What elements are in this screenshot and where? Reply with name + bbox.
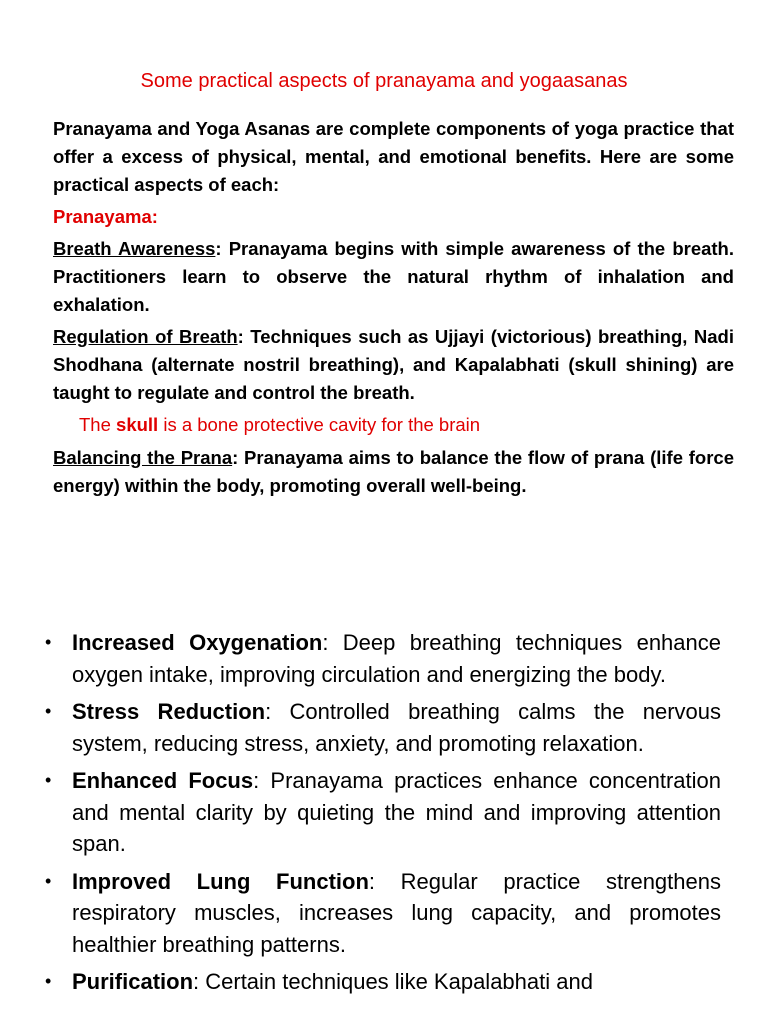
slide-title: Some practical aspects of pranayama and yogaasanas xyxy=(140,70,628,92)
paragraph-breath-awareness xyxy=(53,235,734,319)
paragraph-balancing-prana xyxy=(53,444,734,500)
text-regulation-of-breath: : Techniques such as Ujjayi (victorious) breathing, Nadi Shodhana (alternate nostril breathing), and Kapalabhati (skull shining) are taught to regulate and control the breath. xyxy=(53,326,734,403)
note-before: The xyxy=(79,414,117,435)
bullet-icon: • xyxy=(45,770,52,790)
bullet-icon: • xyxy=(45,632,52,652)
bullet-term: Increased Oxygenation xyxy=(72,630,323,655)
bullet-term: Purification xyxy=(72,969,194,994)
bullet-term: Enhanced Focus xyxy=(72,768,254,793)
bullet-text: : Regular practice strengthens respiratory muscles, increases lung capacity, and promotes healthier breathing patterns. xyxy=(72,868,721,957)
slide-body xyxy=(53,115,734,504)
benefits-list xyxy=(45,627,721,1004)
note-bold: skull xyxy=(116,414,159,435)
term-regulation-of-breath: Regulation of Breath xyxy=(53,326,238,347)
paragraph-regulation-of-breath xyxy=(53,323,734,407)
section-heading: Pranayama: xyxy=(53,206,158,227)
bullet-text: : Certain techniques like Kapalabhati and xyxy=(193,969,593,994)
bullet-text: : Controlled breathing calms the nervous system, reducing stress, anxiety, and promoting relaxation. xyxy=(72,699,721,756)
list-item xyxy=(45,866,721,961)
list-item xyxy=(45,696,721,759)
note-after: is a bone protective cavity for the brain xyxy=(158,414,481,435)
list-item xyxy=(45,765,721,860)
bullet-term: Improved Lung Function xyxy=(72,868,369,894)
intro-paragraph: Pranayama and Yoga Asanas are complete components of yoga practice that offer a excess of physical, mental, and emotional benefits. Here are some practical aspects of each: xyxy=(53,118,734,195)
list-item xyxy=(45,627,721,690)
skull-note xyxy=(53,411,734,439)
bullet-icon: • xyxy=(45,701,52,721)
text-balancing-prana: : Pranayama aims to balance the flow of prana (life force energy) within the body, promoting overall well-being. xyxy=(53,447,734,496)
bullet-icon: • xyxy=(45,870,52,891)
list-item xyxy=(45,966,721,998)
bullet-icon: • xyxy=(45,971,52,991)
term-balancing-prana: Balancing the Prana xyxy=(53,447,233,468)
text-breath-awareness: : Pranayama begins with simple awareness of the breath. Practitioners learn to observe the natural rhythm of inhalation and exhalation. xyxy=(53,238,734,315)
bullet-text: : Deep breathing techniques enhance oxygen intake, improving circulation and energizing the body. xyxy=(72,630,721,687)
bullet-text: : Pranayama practices enhance concentration and mental clarity by quieting the mind and improving attention span. xyxy=(72,768,721,856)
term-breath-awareness: Breath Awareness xyxy=(53,238,216,259)
slide-pranayama-benefits xyxy=(0,580,768,1024)
bullet-term: Stress Reduction xyxy=(72,699,266,724)
